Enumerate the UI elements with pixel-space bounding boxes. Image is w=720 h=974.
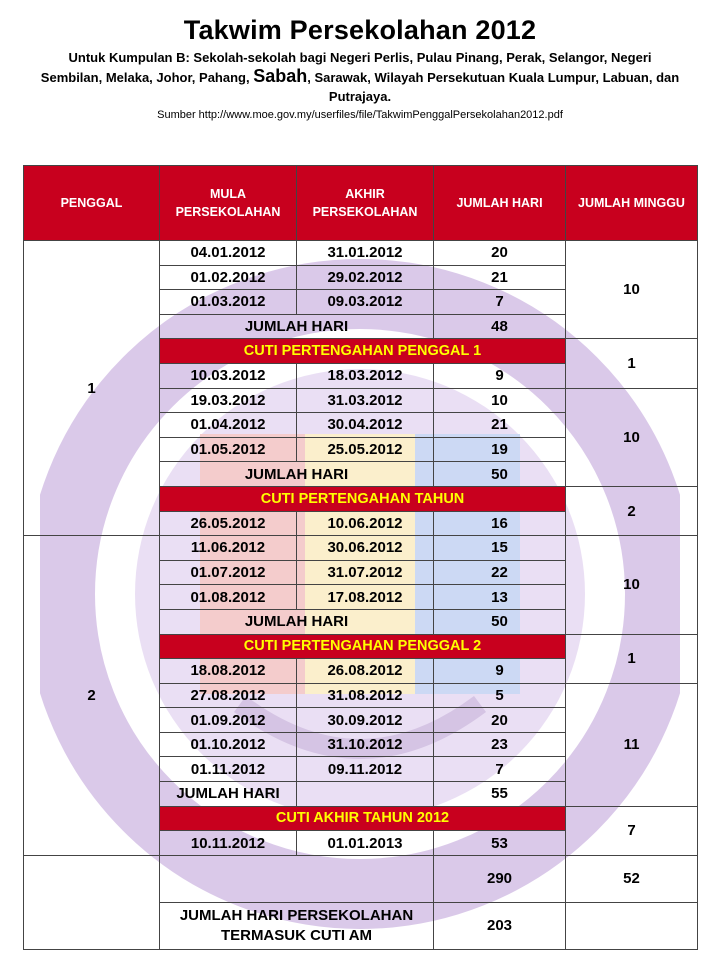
subtitle-text-1: Untuk Kumpulan B: Sekolah-sekolah bagi Negeri Perlis, Pulau Pinang, Perak, Selangor, Negeri Sembilan, Melaka, Johor, Pahang, (40, 50, 652, 85)
cell-akhir: 31.08.2012 (297, 683, 434, 708)
col-akhir: AKHIR PERSEKOLAHAN (297, 166, 434, 241)
cell-mula: 01.05.2012 (160, 437, 297, 462)
empty-cell (566, 902, 698, 949)
cell-akhir: 29.02.2012 (297, 265, 434, 290)
cell-hari: 16 (434, 511, 566, 536)
school-days-value: 203 (434, 902, 566, 949)
cell-hari: 7 (434, 290, 566, 315)
cell-mula: 01.07.2012 (160, 560, 297, 585)
cell-mula: 01.08.2012 (160, 585, 297, 610)
cell-hari: 9 (434, 659, 566, 684)
cuti-label: CUTI AKHIR TAHUN 2012 (160, 806, 566, 831)
total-row (24, 855, 698, 902)
cell-mula: 10.03.2012 (160, 363, 297, 388)
cell-akhir: 31.07.2012 (297, 560, 434, 585)
cell-hari: 20 (434, 708, 566, 733)
jumlah-hari-label: JUMLAH HARI (160, 314, 434, 339)
cuti-label: CUTI PERTENGAHAN PENGGAL 1 (160, 339, 566, 364)
cell-akhir: 09.03.2012 (297, 290, 434, 315)
cell-hari: 15 (434, 536, 566, 561)
cell-hari: 19 (434, 437, 566, 462)
cell-minggu: 10 (566, 536, 698, 634)
cell-akhir: 30.06.2012 (297, 536, 434, 561)
cell-minggu: 1 (566, 634, 698, 683)
document-header (0, 14, 720, 123)
cell-minggu: 1 (566, 339, 698, 388)
subtitle-text-2: , Sarawak, Wilayah Persekutuan Kuala Lumpur, Labuan, dan Putrajaya. (307, 70, 680, 104)
cell-akhir: 31.03.2012 (297, 388, 434, 413)
cell-mula: 11.06.2012 (160, 536, 297, 561)
page-subtitle (40, 48, 680, 106)
cell-mula: 01.03.2012 (160, 290, 297, 315)
calendar-table (23, 165, 698, 950)
cell-mula: 27.08.2012 (160, 683, 297, 708)
cell-mula: 01.10.2012 (160, 732, 297, 757)
col-jumlah-hari: JUMLAH HARI (434, 166, 566, 241)
school-days-label: JUMLAH HARI PERSEKOLAHAN TERMASUK CUTI AM (160, 902, 434, 949)
page-title: Takwim Persekolahan 2012 (183, 15, 537, 45)
cell-hari: 21 (434, 413, 566, 438)
cell-mula: 01.09.2012 (160, 708, 297, 733)
cell-minggu: 10 (566, 388, 698, 486)
cell-minggu: 11 (566, 683, 698, 806)
cell-minggu: 10 (566, 241, 698, 339)
cell-akhir: 10.06.2012 (297, 511, 434, 536)
cell-mula: 10.11.2012 (160, 831, 297, 856)
cell-mula: 18.08.2012 (160, 659, 297, 684)
cell-akhir: 09.11.2012 (297, 757, 434, 782)
empty-cell (160, 855, 434, 902)
cuti-label: CUTI PERTENGAHAN PENGGAL 2 (160, 634, 566, 659)
jumlah-hari-label: JUMLAH HARI (160, 462, 434, 487)
col-jumlah-minggu: JUMLAH MINGGU (566, 166, 698, 241)
cell-hari: 20 (434, 241, 566, 266)
cell-hari: 13 (434, 585, 566, 610)
cell-hari: 5 (434, 683, 566, 708)
empty-cell (297, 782, 434, 807)
cell-hari: 23 (434, 732, 566, 757)
cell-akhir: 01.01.2013 (297, 831, 434, 856)
col-penggal: PENGGAL (24, 166, 160, 241)
cell-akhir: 26.08.2012 (297, 659, 434, 684)
empty-cell (24, 855, 160, 949)
cell-mula: 01.02.2012 (160, 265, 297, 290)
cell-hari: 7 (434, 757, 566, 782)
table-header-row (24, 166, 698, 241)
cell-hari: 10 (434, 388, 566, 413)
source-link[interactable]: Sumber http://www.moe.gov.my/userfiles/file/TakwimPenggalPersekolahan2012.pdf (157, 109, 563, 121)
jumlah-hari-label: JUMLAH HARI (160, 609, 434, 634)
cell-minggu: 2 (566, 486, 698, 535)
cell-mula: 19.03.2012 (160, 388, 297, 413)
jumlah-hari-value: 50 (434, 609, 566, 634)
cell-minggu: 7 (566, 806, 698, 855)
cell-akhir: 18.03.2012 (297, 363, 434, 388)
cell-akhir: 31.01.2012 (297, 241, 434, 266)
jumlah-hari-value: 50 (434, 462, 566, 487)
cell-hari: 21 (434, 265, 566, 290)
cell-akhir: 30.09.2012 (297, 708, 434, 733)
cell-hari: 22 (434, 560, 566, 585)
jumlah-hari-value: 55 (434, 782, 566, 807)
total-hari: 290 (434, 855, 566, 902)
cell-akhir: 31.10.2012 (297, 732, 434, 757)
subtitle-sabah: Sabah (253, 66, 308, 86)
jumlah-hari-value: 48 (434, 314, 566, 339)
penggal-1-label: 1 (24, 241, 160, 536)
cell-akhir: 30.04.2012 (297, 413, 434, 438)
cell-mula: 01.11.2012 (160, 757, 297, 782)
col-mula: MULA PERSEKOLAHAN (160, 166, 297, 241)
cell-mula: 26.05.2012 (160, 511, 297, 536)
cell-mula: 04.01.2012 (160, 241, 297, 266)
cell-mula: 01.04.2012 (160, 413, 297, 438)
table-row (24, 536, 698, 561)
cell-hari: 53 (434, 831, 566, 856)
table-row (24, 241, 698, 266)
total-minggu: 52 (566, 855, 698, 902)
cell-akhir: 17.08.2012 (297, 585, 434, 610)
jumlah-hari-label: JUMLAH HARI (160, 782, 297, 807)
cuti-label: CUTI PERTENGAHAN TAHUN (160, 486, 566, 511)
penggal-2-label: 2 (24, 536, 160, 856)
cell-hari: 9 (434, 363, 566, 388)
cell-akhir: 25.05.2012 (297, 437, 434, 462)
